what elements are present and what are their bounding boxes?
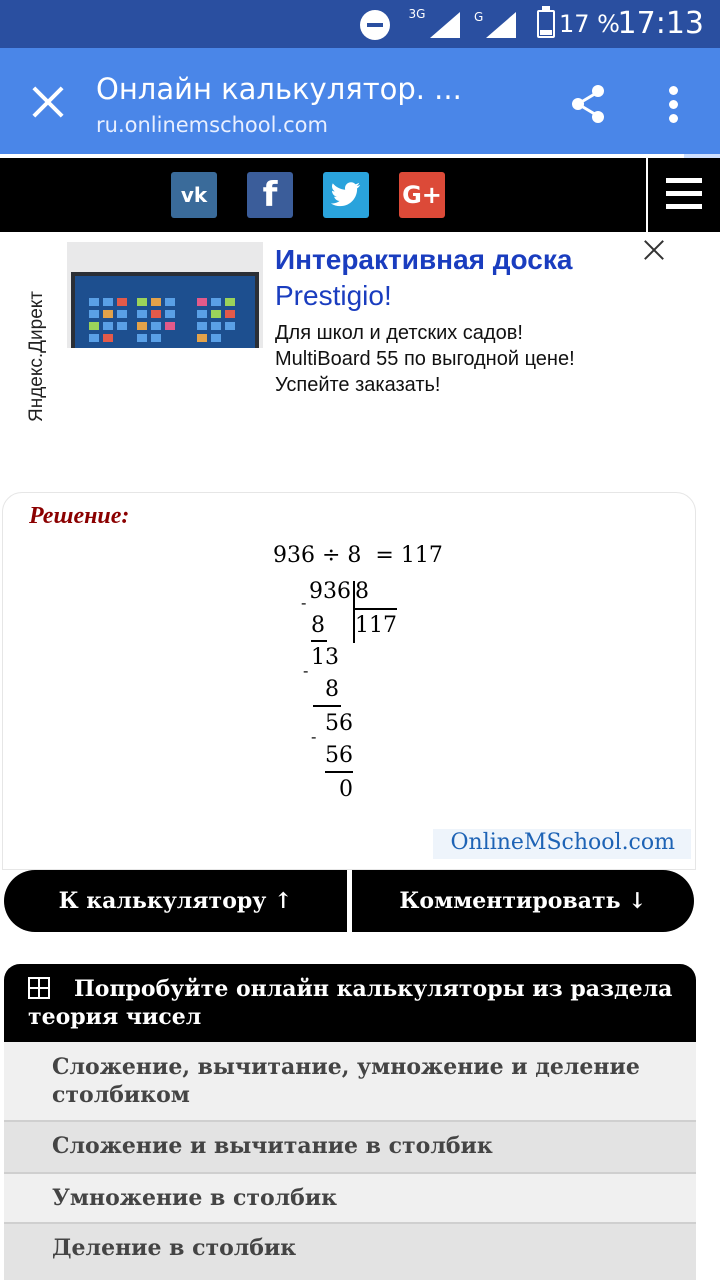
quotient: 117 <box>355 613 397 638</box>
facebook-icon[interactable]: f <box>247 172 293 218</box>
clock: 17:13 <box>617 6 704 41</box>
related-heading <box>4 964 696 1042</box>
ad-close-icon[interactable] <box>644 240 664 260</box>
signal-icon-2 <box>486 12 516 38</box>
quotient-line <box>353 608 397 610</box>
ad-source-label: Яндекс.Директ <box>26 290 47 422</box>
ad-title[interactable]: Интерактивная доска <box>275 244 573 275</box>
twitter-icon[interactable] <box>323 172 369 218</box>
solution-label: Решение: <box>29 503 130 529</box>
hamburger-menu-icon[interactable] <box>666 178 702 210</box>
step-line <box>313 705 341 707</box>
related-item-add-subtract[interactable]: Сложение и вычитание в столбик <box>4 1122 696 1172</box>
comment-button[interactable]: Комментировать ↓ <box>352 870 694 932</box>
vk-icon[interactable]: vk <box>171 172 217 218</box>
do-not-disturb-icon <box>360 10 390 40</box>
google-plus-icon[interactable]: G+ <box>399 172 445 218</box>
calculator-icon <box>28 977 50 999</box>
site-credit-text[interactable]: OnlineMSchool.com <box>450 830 675 855</box>
step-line <box>325 771 353 773</box>
network-type-3g: 3G <box>408 7 426 21</box>
social-bar <box>0 158 720 232</box>
related-item-column-arithmetic[interactable]: Сложение, вычитание, умножение и деление столбиком <box>4 1042 696 1120</box>
ad-text-line: Для школ и детских садов! <box>275 322 523 344</box>
division-remainder: 0 <box>339 777 353 802</box>
status-bar <box>0 0 720 48</box>
dividend: 936 <box>309 579 351 604</box>
step-line <box>311 640 327 642</box>
divisor: 8 <box>355 579 369 604</box>
close-icon[interactable] <box>30 84 66 120</box>
ad-image[interactable] <box>67 242 263 348</box>
battery-percent: 17 % <box>559 10 620 38</box>
overflow-menu-icon[interactable] <box>664 86 684 126</box>
division-step: 56 <box>325 743 353 768</box>
page-title: Онлайн калькулятор. ... <box>96 72 462 106</box>
battery-icon <box>537 10 555 38</box>
division-step: 13 <box>311 645 339 670</box>
menu-divider <box>646 158 648 232</box>
division-step: 8 <box>311 613 325 638</box>
custom-tab-toolbar <box>0 48 720 158</box>
network-type-g: G <box>474 10 484 24</box>
ad-title-brand[interactable]: Prestigio! <box>275 280 392 311</box>
minus-sign: - <box>303 661 309 680</box>
related-calculators <box>4 964 696 1280</box>
related-item-multiply[interactable]: Умножение в столбик <box>4 1174 696 1222</box>
ad-text-line: Успейте заказать! <box>275 374 441 396</box>
minus-sign: - <box>311 727 317 746</box>
related-heading-text: Попробуйте онлайн калькуляторы из раздела теория чисел <box>28 976 673 1030</box>
share-icon[interactable] <box>566 82 610 126</box>
site-credit[interactable] <box>433 829 691 859</box>
page-url: ru.onlinemschool.com <box>96 113 328 137</box>
division-step: 56 <box>325 711 353 736</box>
division-step: 8 <box>325 677 339 702</box>
ad-text-line: MultiBoard 55 по выгодной цене! <box>275 348 575 370</box>
related-item-divide[interactable]: Деление в столбик <box>4 1224 696 1280</box>
signal-icon <box>430 12 460 38</box>
ad-text <box>275 320 575 398</box>
ad-banner[interactable] <box>0 232 720 490</box>
to-calculator-button[interactable]: К калькулятору ↑ <box>4 870 347 932</box>
solution-card <box>2 492 696 870</box>
minus-sign: - <box>301 593 307 612</box>
equation: 936 ÷ 8 = 117 <box>273 543 443 568</box>
